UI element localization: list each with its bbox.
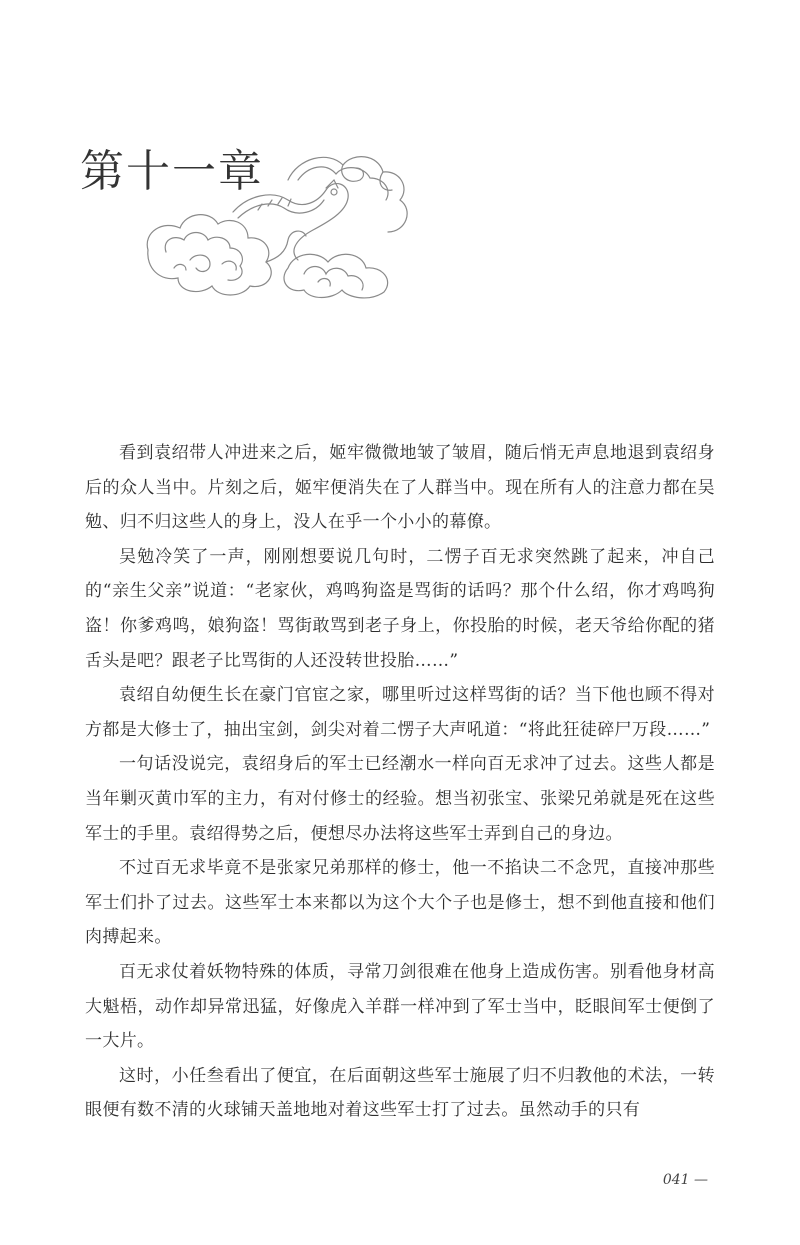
- paragraph: 一句话没说完，袁绍身后的军士已经潮水一样向百无求冲了过去。这些人都是当年剿灭黄巾军的主力，有对付修士的经验。想当初张宝、张梁兄弟就是死在这些军士的手里。袁绍得势之后，便想尽办法将这些军士弄到自己的身边。: [85, 754, 715, 844]
- paragraph: 不过百无求毕竟不是张家兄弟那样的修士，他一不掐诀二不念咒，直接冲那些军士们扑了过去。这些军士本来都以为这个大个子也是修士，想不到他直接和他们肉搏起来。: [85, 858, 715, 948]
- paragraph: 这时，小任叁看出了便宜，在后面朝这些军士施展了归不归教他的术法，一转眼便有数不清的火球铺天盖地地对着这些军士打了过去。虽然动手的只有: [85, 1065, 715, 1121]
- paragraph: 吴勉冷笑了一声，刚刚想要说几句时，二愣子百无求突然跳了起来，冲自己的“亲生父亲”说道：“老家伙，鸡鸣狗盗是骂街的话吗？那个什么绍，你才鸡鸣狗盗！你爹鸡鸣，娘狗盗！骂街敢骂到老子身上，你投胎的时候，老天爷给你配的猪舌头是吧？跟老子比骂街的人还没转世投胎……”: [85, 546, 715, 671]
- page-number: 041 —: [662, 1172, 708, 1188]
- paragraph: 看到袁绍带人冲进来之后，姬牢微微地皱了皱眉，随后悄无声息地退到袁绍身后的众人当中。片刻之后，姬牢便消失在了人群当中。现在所有人的注意力都在吴勉、归不归这些人的身上，没人在乎一个小小的幕僚。: [85, 443, 715, 533]
- chapter-header: [80, 140, 420, 300]
- paragraph: 百无求仗着妖物特殊的体质，寻常刀剑很难在他身上造成伤害。别看他身材高大魁梧，动作却异常迅猛，好像虎入羊群一样冲到了军士当中，眨眼间军士便倒了一大片。: [85, 961, 715, 1052]
- paragraph: 袁绍自幼便生长在豪门官宦之家，哪里听过这样骂街的话？当下他也顾不得对方都是大修士了，抽出宝剑，剑尖对着二愣子大声吼道：“将此狂徒碎尸万段……”: [85, 685, 715, 740]
- chapter-title: 第十一章: [80, 146, 264, 197]
- chapter-body: [85, 436, 715, 1128]
